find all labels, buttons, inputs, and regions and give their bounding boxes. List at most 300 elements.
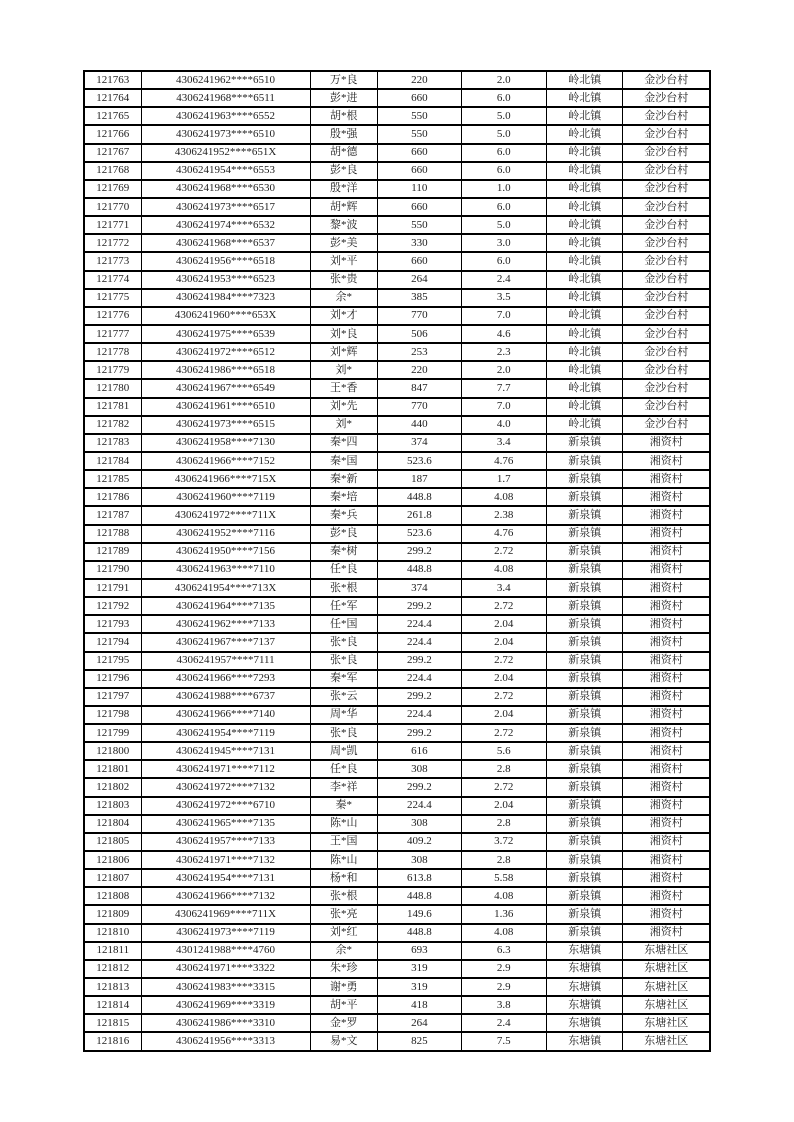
cell-serial: 121813	[85, 979, 142, 995]
cell-serial: 121816	[85, 1033, 142, 1049]
cell-id-number: 4306241962****7133	[142, 616, 311, 632]
cell-town: 新泉镇	[547, 707, 624, 723]
cell-rate: 2.72	[462, 689, 547, 705]
cell-serial: 121786	[85, 489, 142, 505]
cell-amount: 308	[378, 852, 461, 868]
table-row	[85, 779, 709, 797]
cell-name: 任*良	[311, 761, 379, 777]
table-row	[85, 598, 709, 616]
cell-rate: 2.04	[462, 616, 547, 632]
cell-serial: 121807	[85, 870, 142, 886]
cell-serial: 121773	[85, 253, 142, 269]
cell-town: 岭北镇	[547, 72, 624, 88]
cell-village: 湘资村	[649, 799, 683, 812]
table-row	[85, 417, 709, 435]
cell-name: 刘*	[311, 362, 379, 378]
cell-town: 新泉镇	[547, 471, 624, 487]
cell-serial: 121770	[85, 199, 142, 215]
cell-id-number: 4306241984****7323	[142, 290, 311, 306]
cell-id-number: 4306241966****7293	[142, 671, 311, 687]
cell-village: 湘资村	[649, 527, 683, 540]
cell-rate: 3.8	[462, 997, 547, 1013]
cell-rate: 3.5	[462, 290, 547, 306]
cell-town: 新泉镇	[547, 598, 624, 614]
cell-town: 岭北镇	[547, 181, 624, 197]
cell-village: 湘资村	[649, 436, 683, 449]
cell-id-number: 4306241973****6517	[142, 199, 311, 215]
cell-rate: 6.0	[462, 90, 547, 106]
cell-id-number: 4306241974****6532	[142, 217, 311, 233]
cell-serial: 121800	[85, 743, 142, 759]
cell-town: 岭北镇	[547, 362, 624, 378]
cell-id-number: 4306241969****711X	[142, 906, 311, 922]
cell-name: 张*贵	[311, 272, 379, 288]
cell-village: 东塘社区	[644, 944, 689, 957]
cell-id-number: 4306241956****3313	[142, 1033, 311, 1049]
cell-rate: 4.0	[462, 417, 547, 433]
cell-name: 胡*平	[311, 997, 379, 1013]
cell-amount: 224.4	[378, 798, 461, 814]
cell-town: 新泉镇	[547, 834, 624, 850]
table-row	[85, 725, 709, 743]
cell-amount: 330	[378, 235, 461, 251]
cell-id-number: 4306241961****6510	[142, 399, 311, 415]
cell-amount: 613.8	[378, 870, 461, 886]
cell-serial: 121766	[85, 126, 142, 142]
table-row	[85, 925, 709, 943]
cell-amount: 440	[378, 417, 461, 433]
cell-village: 湘资村	[649, 853, 683, 866]
cell-rate: 2.38	[462, 507, 547, 523]
cell-village: 湘资村	[649, 817, 683, 830]
table-row	[85, 344, 709, 362]
cell-name: 李*祥	[311, 779, 379, 795]
cell-name: 任*国	[311, 616, 379, 632]
cell-amount: 660	[378, 253, 461, 269]
cell-serial: 121768	[85, 163, 142, 179]
table-row	[85, 308, 709, 326]
cell-rate: 2.04	[462, 634, 547, 650]
cell-rate: 2.8	[462, 761, 547, 777]
cell-serial: 121772	[85, 235, 142, 251]
cell-serial: 121792	[85, 598, 142, 614]
cell-town: 新泉镇	[547, 453, 624, 469]
cell-name: 周*华	[311, 707, 379, 723]
cell-town: 东塘镇	[547, 961, 624, 977]
cell-village: 金沙台村	[644, 254, 689, 267]
table-row	[85, 526, 709, 544]
cell-name: 彭*进	[311, 90, 379, 106]
cell-amount: 550	[378, 108, 461, 124]
cell-id-number: 4306241957****7111	[142, 653, 311, 669]
cell-name: 余*	[311, 290, 379, 306]
cell-id-number: 4306241986****3310	[142, 1015, 311, 1031]
cell-village: 金沙台村	[644, 127, 689, 140]
cell-id-number: 4306241952****7116	[142, 526, 311, 542]
table-row	[85, 544, 709, 562]
cell-town: 新泉镇	[547, 435, 624, 451]
cell-town: 岭北镇	[547, 163, 624, 179]
cell-town: 新泉镇	[547, 580, 624, 596]
cell-rate: 2.72	[462, 544, 547, 560]
cell-village: 金沙台村	[644, 327, 689, 340]
cell-serial: 121796	[85, 671, 142, 687]
table-row	[85, 906, 709, 924]
table-row	[85, 671, 709, 689]
cell-name: 刘*才	[311, 308, 379, 324]
cell-rate: 5.0	[462, 126, 547, 142]
cell-id-number: 4306241964****7135	[142, 598, 311, 614]
cell-rate: 2.04	[462, 798, 547, 814]
cell-rate: 6.0	[462, 253, 547, 269]
cell-name: 杨*和	[311, 870, 379, 886]
cell-town: 东塘镇	[547, 1033, 624, 1049]
cell-village: 湘资村	[649, 708, 683, 721]
cell-serial: 121797	[85, 689, 142, 705]
cell-amount: 770	[378, 308, 461, 324]
cell-rate: 2.0	[462, 72, 547, 88]
cell-village: 东塘社区	[644, 998, 689, 1011]
cell-village: 金沙台村	[644, 164, 689, 177]
cell-serial: 121806	[85, 852, 142, 868]
cell-amount: 253	[378, 344, 461, 360]
cell-amount: 319	[378, 979, 461, 995]
cell-village: 湘资村	[649, 908, 683, 921]
table-row	[85, 816, 709, 834]
cell-amount: 660	[378, 163, 461, 179]
cell-town: 岭北镇	[547, 399, 624, 415]
cell-rate: 2.8	[462, 816, 547, 832]
cell-rate: 5.0	[462, 108, 547, 124]
cell-id-number: 4306241966****7132	[142, 888, 311, 904]
cell-rate: 4.76	[462, 453, 547, 469]
table-row	[85, 580, 709, 598]
cell-serial: 121804	[85, 816, 142, 832]
cell-village: 金沙台村	[644, 400, 689, 413]
cell-amount: 299.2	[378, 544, 461, 560]
cell-village: 东塘社区	[644, 962, 689, 975]
cell-town: 新泉镇	[547, 779, 624, 795]
table-row	[85, 761, 709, 779]
cell-id-number: 4306241968****6537	[142, 235, 311, 251]
cell-amount: 224.4	[378, 671, 461, 687]
cell-town: 新泉镇	[547, 798, 624, 814]
cell-village: 东塘社区	[644, 1035, 689, 1048]
table-row	[85, 979, 709, 997]
cell-id-number: 4306241953****6523	[142, 272, 311, 288]
table-row	[85, 272, 709, 290]
cell-town: 岭北镇	[547, 199, 624, 215]
cell-amount: 299.2	[378, 725, 461, 741]
table-row	[85, 870, 709, 888]
cell-serial: 121764	[85, 90, 142, 106]
cell-rate: 2.4	[462, 1015, 547, 1031]
cell-name: 谢*勇	[311, 979, 379, 995]
cell-serial: 121791	[85, 580, 142, 596]
cell-village: 湘资村	[649, 889, 683, 902]
cell-serial: 121801	[85, 761, 142, 777]
cell-amount: 660	[378, 90, 461, 106]
cell-rate: 2.72	[462, 779, 547, 795]
cell-serial: 121795	[85, 653, 142, 669]
cell-id-number: 4306241971****7112	[142, 761, 311, 777]
table-row	[85, 653, 709, 671]
cell-serial: 121787	[85, 507, 142, 523]
cell-rate: 2.9	[462, 979, 547, 995]
cell-rate: 2.3	[462, 344, 547, 360]
cell-town: 新泉镇	[547, 562, 624, 578]
cell-name: 秦*树	[311, 544, 379, 560]
cell-id-number: 4306241973****7119	[142, 925, 311, 941]
cell-village: 湘资村	[649, 672, 683, 685]
cell-village: 湘资村	[649, 690, 683, 703]
cell-town: 岭北镇	[547, 253, 624, 269]
cell-serial: 121809	[85, 906, 142, 922]
table-row	[85, 798, 709, 816]
cell-name: 张*云	[311, 689, 379, 705]
cell-id-number: 4306241960****7119	[142, 489, 311, 505]
cell-name: 彭*良	[311, 526, 379, 542]
cell-name: 张*亮	[311, 906, 379, 922]
cell-amount: 448.8	[378, 489, 461, 505]
cell-serial: 121777	[85, 326, 142, 342]
cell-town: 岭北镇	[547, 108, 624, 124]
cell-village: 金沙台村	[644, 418, 689, 431]
cell-serial: 121774	[85, 272, 142, 288]
cell-serial: 121810	[85, 925, 142, 941]
cell-serial: 121763	[85, 72, 142, 88]
cell-town: 岭北镇	[547, 417, 624, 433]
cell-amount: 448.8	[378, 888, 461, 904]
cell-rate: 3.4	[462, 435, 547, 451]
cell-town: 新泉镇	[547, 743, 624, 759]
cell-village: 金沙台村	[644, 273, 689, 286]
cell-name: 刘*良	[311, 326, 379, 342]
cell-serial: 121802	[85, 779, 142, 795]
table-row	[85, 435, 709, 453]
table-row	[85, 489, 709, 507]
cell-amount: 374	[378, 580, 461, 596]
cell-id-number: 4306241972****7132	[142, 779, 311, 795]
cell-town: 新泉镇	[547, 507, 624, 523]
table-row	[85, 145, 709, 163]
cell-rate: 5.58	[462, 870, 547, 886]
cell-town: 新泉镇	[547, 526, 624, 542]
table-row	[85, 507, 709, 525]
cell-id-number: 4306241945****7131	[142, 743, 311, 759]
cell-town: 岭北镇	[547, 235, 624, 251]
table-row	[85, 163, 709, 181]
cell-rate: 2.4	[462, 272, 547, 288]
cell-id-number: 4306241954****7131	[142, 870, 311, 886]
cell-village: 金沙台村	[644, 345, 689, 358]
cell-amount: 660	[378, 199, 461, 215]
cell-village: 湘资村	[649, 599, 683, 612]
cell-rate: 6.0	[462, 163, 547, 179]
cell-serial: 121808	[85, 888, 142, 904]
cell-id-number: 4306241950****7156	[142, 544, 311, 560]
cell-name: 任*良	[311, 562, 379, 578]
cell-town: 东塘镇	[547, 943, 624, 959]
cell-name: 殷*洋	[311, 181, 379, 197]
cell-id-number: 4306241963****7110	[142, 562, 311, 578]
cell-serial: 121789	[85, 544, 142, 560]
cell-name: 张*良	[311, 653, 379, 669]
cell-id-number: 4306241956****6518	[142, 253, 311, 269]
cell-town: 岭北镇	[547, 326, 624, 342]
cell-name: 朱*珍	[311, 961, 379, 977]
cell-serial: 121767	[85, 145, 142, 161]
cell-village: 湘资村	[649, 454, 683, 467]
cell-amount: 385	[378, 290, 461, 306]
table-row	[85, 852, 709, 870]
cell-amount: 299.2	[378, 689, 461, 705]
cell-village: 湘资村	[649, 508, 683, 521]
cell-village: 湘资村	[649, 744, 683, 757]
cell-town: 岭北镇	[547, 380, 624, 396]
cell-serial: 121799	[85, 725, 142, 741]
cell-rate: 7.0	[462, 399, 547, 415]
cell-name: 殷*强	[311, 126, 379, 142]
cell-name: 秦*新	[311, 471, 379, 487]
cell-name: 秦*四	[311, 435, 379, 451]
table-row	[85, 961, 709, 979]
cell-village: 湘资村	[649, 563, 683, 576]
cell-id-number: 4306241971****7132	[142, 852, 311, 868]
cell-rate: 7.5	[462, 1033, 547, 1049]
cell-id-number: 4306241986****6518	[142, 362, 311, 378]
cell-town: 岭北镇	[547, 90, 624, 106]
cell-town: 岭北镇	[547, 126, 624, 142]
cell-amount: 308	[378, 761, 461, 777]
cell-name: 王*国	[311, 834, 379, 850]
cell-name: 秦*军	[311, 671, 379, 687]
cell-serial: 121785	[85, 471, 142, 487]
cell-name: 万*良	[311, 72, 379, 88]
cell-village: 湘资村	[649, 726, 683, 739]
cell-name: 王*香	[311, 380, 379, 396]
cell-amount: 319	[378, 961, 461, 977]
cell-id-number: 4306241975****6539	[142, 326, 311, 342]
cell-village: 东塘社区	[644, 1016, 689, 1029]
cell-id-number: 4306241968****6530	[142, 181, 311, 197]
cell-serial: 121803	[85, 798, 142, 814]
table-row	[85, 888, 709, 906]
cell-amount: 693	[378, 943, 461, 959]
cell-rate: 1.7	[462, 471, 547, 487]
cell-town: 新泉镇	[547, 816, 624, 832]
cell-village: 金沙台村	[644, 218, 689, 231]
cell-serial: 121812	[85, 961, 142, 977]
cell-village: 湘资村	[649, 490, 683, 503]
cell-serial: 121780	[85, 380, 142, 396]
cell-amount: 224.4	[378, 707, 461, 723]
cell-id-number: 4306241954****713X	[142, 580, 311, 596]
cell-rate: 3.0	[462, 235, 547, 251]
cell-rate: 4.08	[462, 489, 547, 505]
table-row	[85, 90, 709, 108]
cell-town: 新泉镇	[547, 489, 624, 505]
cell-id-number: 4306241965****7135	[142, 816, 311, 832]
cell-village: 东塘社区	[644, 980, 689, 993]
cell-rate: 2.72	[462, 598, 547, 614]
cell-town: 新泉镇	[547, 888, 624, 904]
cell-town: 岭北镇	[547, 145, 624, 161]
table-row	[85, 743, 709, 761]
cell-village: 湘资村	[649, 762, 683, 775]
cell-name: 陈*山	[311, 816, 379, 832]
cell-amount: 220	[378, 362, 461, 378]
cell-village: 金沙台村	[644, 109, 689, 122]
cell-town: 新泉镇	[547, 653, 624, 669]
cell-amount: 418	[378, 997, 461, 1013]
cell-id-number: 4306241967****7137	[142, 634, 311, 650]
cell-town: 新泉镇	[547, 852, 624, 868]
cell-serial: 121781	[85, 399, 142, 415]
cell-id-number: 4306241971****3322	[142, 961, 311, 977]
cell-rate: 6.3	[462, 943, 547, 959]
cell-rate: 7.7	[462, 380, 547, 396]
table-row	[85, 1015, 709, 1033]
cell-serial: 121771	[85, 217, 142, 233]
cell-name: 刘*先	[311, 399, 379, 415]
cell-name: 周*凯	[311, 743, 379, 759]
cell-rate: 4.08	[462, 888, 547, 904]
cell-name: 彭*美	[311, 235, 379, 251]
cell-serial: 121775	[85, 290, 142, 306]
cell-id-number: 4306241972****6710	[142, 798, 311, 814]
cell-id-number: 4306241972****711X	[142, 507, 311, 523]
cell-serial: 121778	[85, 344, 142, 360]
cell-name: 张*良	[311, 634, 379, 650]
cell-id-number: 4306241983****3315	[142, 979, 311, 995]
cell-name: 张*根	[311, 888, 379, 904]
cell-name: 刘*红	[311, 925, 379, 941]
cell-amount: 506	[378, 326, 461, 342]
cell-name: 金*罗	[311, 1015, 379, 1031]
cell-town: 新泉镇	[547, 925, 624, 941]
cell-rate: 6.0	[462, 199, 547, 215]
cell-serial: 121798	[85, 707, 142, 723]
cell-village: 金沙台村	[644, 309, 689, 322]
cell-rate: 4.76	[462, 526, 547, 542]
cell-village: 金沙台村	[644, 91, 689, 104]
cell-village: 金沙台村	[644, 291, 689, 304]
cell-id-number: 4306241969****3319	[142, 997, 311, 1013]
records-table	[83, 70, 711, 1052]
cell-id-number: 4306241960****653X	[142, 308, 311, 324]
table-row	[85, 126, 709, 144]
cell-rate: 2.72	[462, 725, 547, 741]
cell-amount: 660	[378, 145, 461, 161]
table-row	[85, 362, 709, 380]
cell-town: 新泉镇	[547, 671, 624, 687]
cell-rate: 2.04	[462, 671, 547, 687]
cell-rate: 5.6	[462, 743, 547, 759]
cell-village: 湘资村	[649, 871, 683, 884]
cell-amount: 264	[378, 272, 461, 288]
cell-name: 黎*波	[311, 217, 379, 233]
cell-name: 胡*辉	[311, 199, 379, 215]
cell-name: 刘*	[311, 417, 379, 433]
table-row	[85, 217, 709, 235]
cell-serial: 121814	[85, 997, 142, 1013]
cell-id-number: 4306241962****6510	[142, 72, 311, 88]
cell-village: 湘资村	[649, 472, 683, 485]
cell-town: 新泉镇	[547, 725, 624, 741]
cell-village: 金沙台村	[644, 182, 689, 195]
cell-serial: 121783	[85, 435, 142, 451]
